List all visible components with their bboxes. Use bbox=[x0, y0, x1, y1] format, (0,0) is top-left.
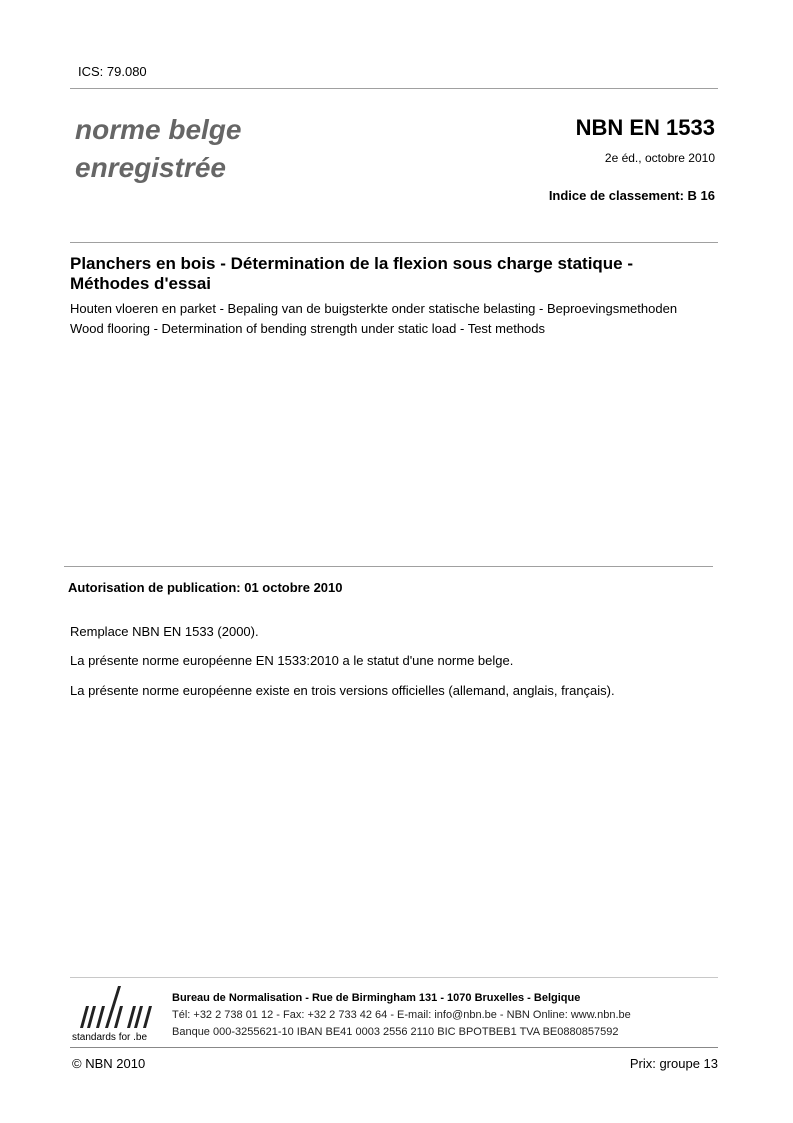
note-replaces: Remplace NBN EN 1533 (2000). bbox=[70, 624, 259, 639]
logo-tagline: standards for .be bbox=[72, 1032, 148, 1043]
ics-code: ICS: 79.080 bbox=[78, 64, 147, 79]
nbn-logo bbox=[72, 984, 156, 1046]
price-group: Prix: groupe 13 bbox=[629, 1056, 718, 1071]
footer-address: Bureau de Normalisation - Rue de Birmingham 131 - 1070 Bruxelles - Belgique bbox=[172, 992, 581, 1004]
title-english: Wood flooring - Determination of bending strength under static load - Test methods bbox=[70, 321, 546, 336]
divider bbox=[70, 88, 718, 89]
footer-contact: Tél: +32 2 738 01 12 - Fax: +32 2 733 42 64 - E-mail: info@nbn.be - NBN Online: www.nbn.be bbox=[172, 1009, 631, 1021]
standard-number: NBN EN 1533 bbox=[575, 115, 715, 140]
branding-line1: norme belge bbox=[75, 114, 242, 145]
title-french-line1: Planchers en bois - Détermination de la flexion sous charge statique - bbox=[70, 254, 634, 273]
classification-index: Indice de classement: B 16 bbox=[548, 188, 715, 203]
publication-authorisation: Autorisation de publication: 01 octobre 2010 bbox=[68, 580, 343, 595]
divider bbox=[70, 1047, 718, 1048]
edition: 2e éd., octobre 2010 bbox=[604, 151, 715, 165]
divider bbox=[70, 242, 718, 243]
title-dutch: Houten vloeren en parket - Bepaling van de buigsterkte onder statische belasting - Beproevingsmethoden bbox=[70, 301, 678, 316]
footer-bank: Banque 000-3255621-10 IBAN BE41 0003 2556 2110 BIC BPOTBEB1 TVA BE0880857592 bbox=[172, 1026, 619, 1038]
copyright: © NBN 2010 bbox=[72, 1056, 146, 1071]
note-versions: La présente norme européenne existe en trois versions officielles (allemand, anglais, français). bbox=[70, 683, 615, 698]
divider bbox=[70, 977, 718, 978]
divider bbox=[64, 566, 713, 567]
title-french-line2: Méthodes d'essai bbox=[70, 274, 212, 293]
note-status: La présente norme européenne EN 1533:2010 a le statut d'une norme belge. bbox=[70, 653, 514, 668]
branding-line2: enregistrée bbox=[75, 152, 226, 183]
